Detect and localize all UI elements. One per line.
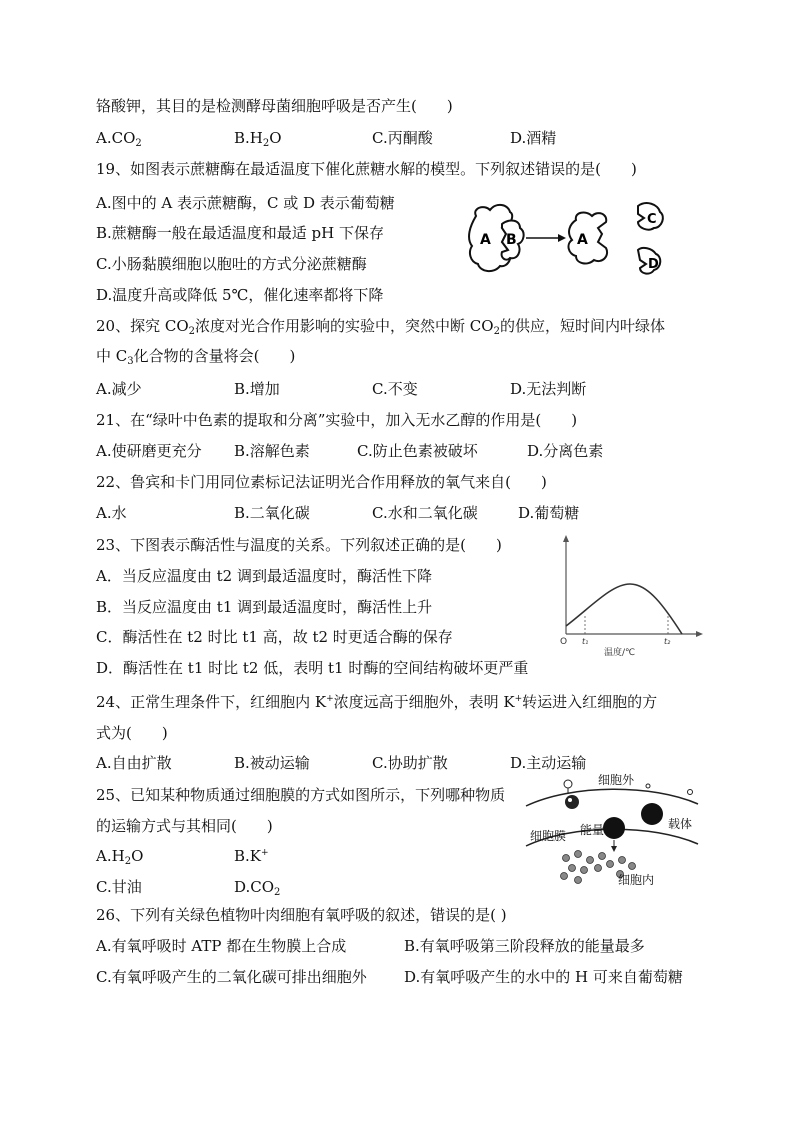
label-carrier: 载体 (668, 817, 693, 831)
q25-option-c: C.甘油 (96, 878, 142, 896)
q25-option-d: $D.CO_2$ (234, 878, 281, 898)
q20-stem-line2: 中 $C_3$化合物的含量将会( ) (96, 347, 296, 367)
origin-label: O (560, 637, 568, 647)
q26-option-b: B.有氧呼吸第三阶段释放的能量最多 (404, 937, 645, 955)
label-membrane: 细胞膜 (530, 829, 567, 843)
label-outside: 细胞外 (598, 773, 635, 787)
q18-option-c: C.丙酮酸 (372, 129, 433, 147)
q18-stem-line: 铬酸钾，其目的是检测酵母菌细胞呼吸是否产生( ) (96, 97, 453, 115)
t1-label: t₁ (582, 637, 589, 646)
q19-option-b: B.蔗糖酶一般在最适温度和最适 pH 下保存 (96, 224, 385, 242)
carrier-protein-top (641, 803, 663, 825)
q22-stem: 22、鲁宾和卡门用同位素标记法证明光合作用释放的氧气来自( ) (96, 473, 547, 491)
enzyme-model-figure (462, 198, 678, 282)
q18-option-d: D.酒精 (510, 129, 557, 147)
q19-stem: 19、如图表示蔗糖酶在最适温度下催化蔗糖水解的模型。下列叙述错误的是( ) (96, 160, 637, 178)
q25-stem-line2: 的运输方式与其相同( ) (96, 817, 273, 835)
q20-option-b: B.增加 (234, 380, 280, 398)
q23-option-b: B．当反应温度由 t1 调到最适温度时，酶活性上升 (96, 598, 433, 616)
q19-option-a: A.图中的 A 表示蔗糖酶，C 或 D 表示葡萄糖 (96, 194, 395, 212)
q26-option-d: D.有氧呼吸产生的水中的 H 可来自葡萄糖 (404, 968, 683, 986)
q24-option-c: C.协助扩散 (372, 754, 448, 772)
q22-option-d: D.葡萄糖 (518, 504, 580, 522)
t2-label: t₂ (664, 637, 671, 646)
q25-option-a: $A.H_2O$ (96, 847, 144, 867)
label-energy: 能量 (580, 823, 605, 837)
q18-option-b: $B.H_2O$ (234, 129, 282, 149)
q23-option-c: C．酶活性在 t2 时比 t1 高，故 t2 时更适合酶的保存 (96, 628, 453, 646)
label-d: D (648, 257, 659, 272)
membrane-outer-line (526, 789, 698, 806)
q24-stem-line2: 式为( ) (96, 724, 168, 742)
q22-option-b: B.二氧化碳 (234, 504, 310, 522)
q23-stem: 23、下图表示酶活性与温度的关系。下列叙述正确的是( ) (96, 536, 502, 554)
q26-stem: 26、下列有关绿色植物叶肉细胞有氧呼吸的叙述，错误的是( ) (96, 906, 507, 924)
q25-option-b: B.K+ (234, 847, 269, 865)
q25-stem-line1: 25、已知某种物质通过细胞膜的方式如图所示，下列哪种物质 (96, 786, 506, 804)
q21-option-d: D.分离色素 (527, 442, 604, 460)
q20-option-a: A.减少 (96, 380, 142, 398)
q18-option-a: $A.CO_2$ (96, 129, 142, 149)
outside-molecule (564, 780, 572, 788)
carrier-protein-mid (603, 817, 625, 839)
q21-option-c: C.防止色素被破坏 (357, 442, 478, 460)
q21-option-a: A.使研磨更充分 (96, 442, 202, 460)
q22-option-a: A.水 (96, 504, 127, 522)
q20-stem-line1: 20、探究 $CO_2$浓度对光合作用影响的实验中，突然中断 $CO_2$的供应，短时间内叶绿体 (96, 317, 665, 337)
q23-option-a: A．当反应温度由 t2 调到最适温度时，酶活性下降 (96, 567, 432, 585)
label-b: B (506, 232, 517, 248)
q26-option-c: C.有氧呼吸产生的二氧化碳可排出细胞外 (96, 968, 367, 986)
enzyme-activity-chart (552, 534, 704, 658)
q20-option-d: D.无法判断 (510, 380, 587, 398)
label-inside: 细胞内 (618, 873, 655, 887)
carrier-molecule-1 (565, 795, 579, 809)
q24-stem-line1: 24、正常生理条件下，红细胞内 K+浓度远高于细胞外，表明 K+转运进入红细胞的方 (96, 693, 658, 711)
q19-option-d: D.温度升高或降低 5℃，催化速率都将下降 (96, 286, 384, 304)
activity-curve (566, 584, 682, 634)
label-a: A (480, 232, 491, 248)
q23-option-d: D．酶活性在 t1 时比 t2 低，表明 t1 时酶的空间结构破坏更严重 (96, 659, 529, 677)
q20-option-c: C.不变 (372, 380, 418, 398)
q22-option-c: C.水和二氧化碳 (372, 504, 478, 522)
q21-stem: 21、在“绿叶中色素的提取和分离”实验中，加入无水乙醇的作用是( ) (96, 411, 578, 429)
q24-option-b: B.被动运输 (234, 754, 310, 772)
x-axis-label: 温度/℃ (604, 648, 636, 658)
q21-option-b: B.溶解色素 (234, 442, 310, 460)
q24-option-d: D.主动运输 (510, 754, 587, 772)
q26-option-a: A.有氧呼吸时 ATP 都在生物膜上合成 (96, 937, 347, 955)
q19-option-c: C.小肠黏膜细胞以胞吐的方式分泌蔗糖酶 (96, 255, 367, 273)
label-c: C (647, 212, 657, 227)
q24-option-a: A.自由扩散 (96, 754, 172, 772)
label-a-free: A (577, 232, 588, 248)
membrane-transport-figure (522, 770, 702, 890)
